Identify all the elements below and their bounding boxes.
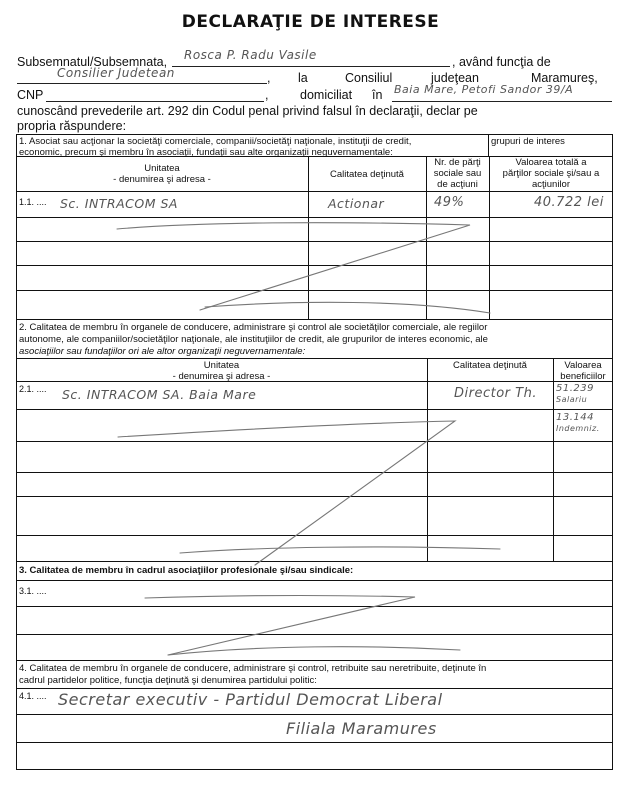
s1-table-row: [16, 191, 613, 217]
la-label: la: [298, 71, 308, 85]
s1-col-shares-header: [426, 157, 489, 190]
divider: [16, 290, 613, 291]
s2-role-value: Director Th.: [454, 386, 537, 401]
section4-heading-line2: cadrul partidelor politice, funcţia deţinută şi denumirea partidului politic:: [19, 675, 317, 686]
divider: [16, 241, 613, 242]
s2-value-line2: Indemniz.: [556, 424, 600, 433]
row-label: 4.1. ....: [19, 691, 47, 701]
divider: [16, 580, 613, 581]
divider: [488, 134, 489, 156]
s2-value-line2: Salariu: [556, 395, 588, 404]
consiliul-label: Consiliul: [345, 71, 393, 85]
section1-heading-line1: 1. Asociat sau acţionar la societăţi comerciale, companii/societăţi naţionale, instituţii de credit,: [19, 136, 412, 147]
s2-col-unit-header: [16, 360, 427, 382]
s2-table-row: [16, 381, 613, 409]
divider: [16, 496, 613, 497]
divider: [16, 217, 613, 218]
statement-line1: cunoscând prevederile art. 292 din Codul penal privind falsul în declaraţii, declar pe: [17, 104, 478, 118]
s2-col-unit-line2: - denumirea şi adresa -: [172, 371, 271, 382]
s1-col-unit-line2: - denumirea şi adresa -: [113, 174, 211, 185]
s2-table-row: [16, 409, 613, 441]
maramures-label: Maramureş,: [531, 71, 598, 85]
s1-value-value: 40.722 lei: [534, 195, 604, 210]
s2-col-value-line1: Valoarea: [564, 360, 602, 371]
s2-col-value-header: [553, 360, 613, 382]
s1-col-value-line1: Valoarea totală a: [515, 157, 587, 168]
document-title: DECLARAŢIE DE INTERESE: [181, 12, 440, 32]
s1-col-unit-header: [16, 163, 308, 185]
row-label: 1.1. ....: [19, 197, 47, 207]
s1-col-shares-line1: Nr. de părţi: [434, 157, 481, 168]
domiciliat-label: domiciliat: [300, 88, 353, 102]
divider: [16, 472, 613, 473]
s2-col-role-header: Calitatea deţinută: [453, 360, 527, 371]
section3-table: [16, 561, 613, 661]
s1-shares-value: 49%: [434, 195, 465, 210]
divider: [16, 634, 613, 635]
avand-functia-label: , având funcţia de: [452, 55, 551, 69]
s1-col-value-line3: acţiunilor: [531, 179, 571, 190]
row-label: 3.1. ....: [19, 586, 47, 596]
section2-heading-line3: asociaţiilor sau fundaţiilor ori ale altor organizaţii neguvernamentale:: [19, 346, 306, 357]
s2-value-line1: 51.239: [556, 383, 594, 394]
cnp-label: CNP: [17, 88, 44, 102]
divider: [16, 742, 613, 743]
s4-table-row: [16, 714, 613, 742]
s2-col-value-line2: beneficiilor: [560, 371, 606, 382]
row-label: 2.1. ....: [19, 384, 47, 394]
s2-unit-value: Sc. INTRACOM SA. Baia Mare: [62, 387, 257, 402]
comma: ,: [267, 71, 271, 85]
s2-col-unit-line1: Unitatea: [203, 360, 240, 371]
section2-heading-line2: autonome, ale companiilor/societăţilor naţionale, ale instituţiilor de credit, ale grupurilor de interes economic, ale: [19, 334, 488, 345]
section1-heading-line2: economic, precum şi membru în asociaţii, fundaţii sau alte organizaţii neguvernamentale:: [19, 147, 393, 158]
name-value: Rosca P. Radu Vasile: [184, 48, 317, 62]
functia-value: Consilier Judetean: [57, 66, 175, 80]
divider: [16, 358, 613, 359]
s1-role-value: Actionar: [328, 196, 385, 211]
s1-col-value-header: [489, 157, 613, 190]
s1-unit-value: Sc. INTRACOM SA: [60, 196, 178, 211]
in-label: în: [372, 88, 383, 102]
s1-col-unit-line1: Unitatea: [144, 163, 180, 174]
s1-col-shares-line3: de acţiuni: [437, 179, 478, 190]
s1-col-value-line2: părţilor sociale şi/sau a: [502, 168, 600, 179]
divider: [308, 156, 309, 320]
comma2: ,: [265, 88, 269, 102]
judetean-label: judeţean: [431, 71, 479, 85]
divider: [16, 606, 613, 607]
section1-heading-line1b: grupuri de interes: [491, 136, 565, 147]
name-field[interactable]: [172, 48, 450, 67]
section3-heading: 3. Calitatea de membru în cadrul asociaţiilor profesionale şi/sau sindicale:: [19, 565, 354, 576]
statement-line2: propria răspundere:: [17, 119, 127, 133]
divider: [16, 441, 613, 442]
divider: [16, 265, 613, 266]
s4-value: Filiala Maramures: [286, 719, 437, 738]
cnp-field[interactable]: [46, 86, 264, 102]
section2-heading-line1: 2. Calitatea de membru în organele de conducere, administrare şi control ale societăţilor comerciale, ale regiilor: [19, 322, 488, 333]
section4-heading-line1: 4. Calitatea de membru în organele de conducere, administrare şi control, retribuite sau neretribuite, deţinute în: [19, 663, 487, 674]
functia-field[interactable]: [17, 66, 267, 84]
s1-col-shares-line2: sociale sau: [433, 168, 482, 179]
s4-value: Secretar executiv - Partidul Democrat Liberal: [58, 690, 443, 709]
s1-col-role-header: Calitatea deţinută: [330, 169, 404, 180]
domiciliu-value: Baia Mare, Petofi Sandor 39/A: [394, 83, 574, 96]
s4-table-row: [16, 688, 613, 714]
subsemnatul-label: Subsemnatul/Subsemnata,: [17, 55, 168, 69]
s2-value-line1: 13.144: [556, 412, 594, 423]
divider: [16, 535, 613, 536]
domiciliu-field[interactable]: [392, 82, 612, 102]
